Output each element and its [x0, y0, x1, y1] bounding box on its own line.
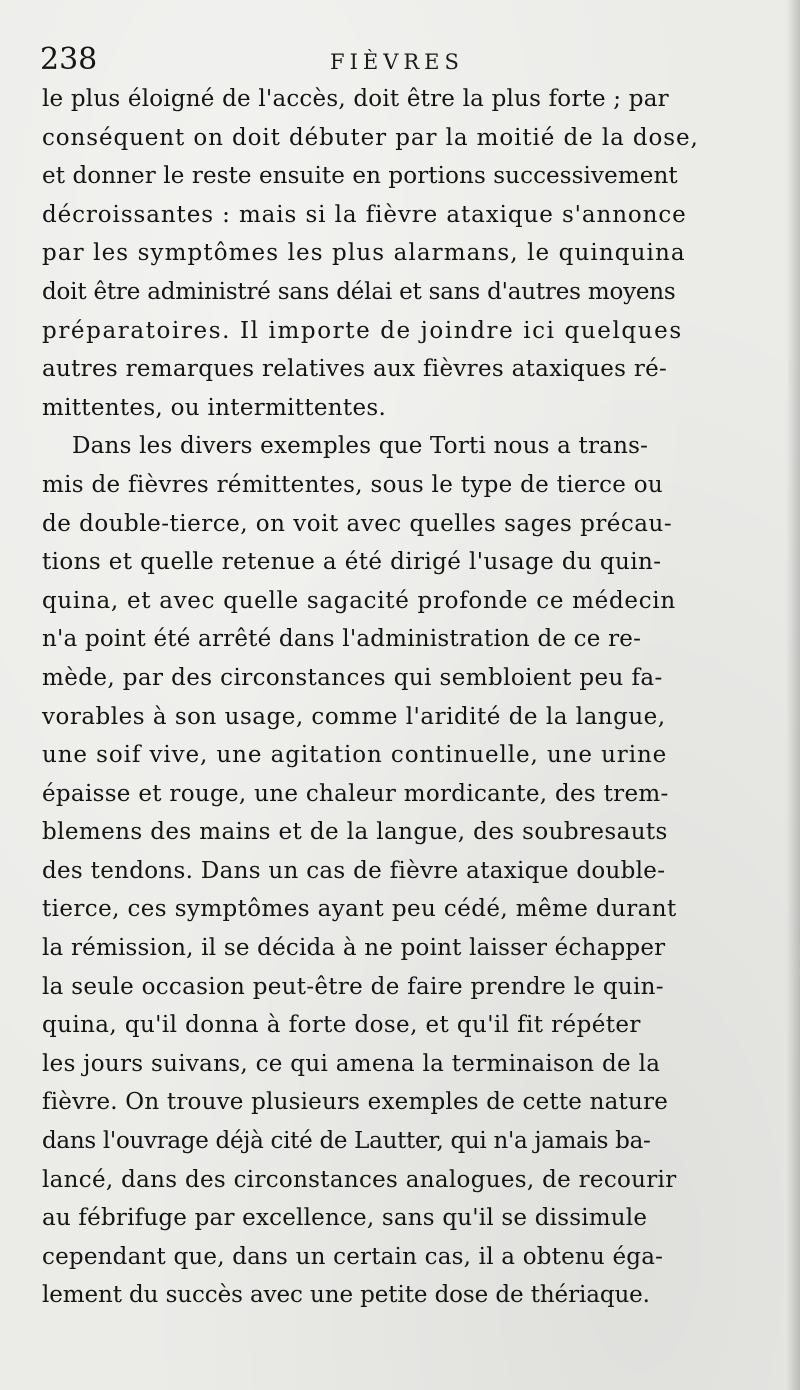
text-line: des tendons. Dans un cas de fièvre ataxique double- — [42, 857, 666, 884]
text-line: par les symptômes les plus alarmans, le quinquina — [42, 240, 686, 267]
text-line: et donner le reste ensuite en portions successivement — [42, 163, 678, 190]
text-line: mis de fièvres rémittentes, sous le type de tierce ou — [42, 471, 664, 498]
text-line: autres remarques relatives aux fièvres ataxiques ré- — [42, 356, 668, 383]
text-line: au fébrifuge par excellence, sans qu'il se dissimule — [42, 1205, 648, 1232]
text-line: quina, et avec quelle sagacité profonde ce médecin — [42, 587, 676, 614]
text-line: tierce, ces symptômes ayant peu cédé, même durant — [42, 896, 677, 923]
text-line: fièvre. On trouve plusieurs exemples de cette nature — [42, 1089, 669, 1116]
text-line: la seule occasion peut-être de faire prendre le quin- — [42, 973, 664, 1000]
body-text — [42, 80, 736, 1315]
text-line: blemens des mains et de la langue, des soubresauts — [42, 819, 668, 846]
text-line: une soif vive, une agitation continuelle, une urine — [42, 742, 668, 769]
text-line: doit être administré sans délai et sans d'autres moyens — [42, 278, 676, 305]
text-line: lancé, dans des circonstances analogues, de recourir — [42, 1166, 677, 1193]
text-line: quina, qu'il donna à forte dose, et qu'il fit répéter — [42, 1012, 641, 1039]
text-line: mittentes, ou intermittentes. — [42, 394, 387, 421]
text-line: le plus éloigné de l'accès, doit être la plus forte ; par — [42, 86, 669, 112]
text-line: vorables à son usage, comme l'aridité de la langue, — [42, 703, 666, 730]
text-line: lement du succès avec une petite dose de thériaque. — [42, 1282, 650, 1309]
running-head: FIÈVRES — [330, 50, 464, 74]
text-line: la rémission, il se décida à ne point laisser échapper — [42, 935, 666, 962]
text-line: de double-tierce, on voit avec quelles sages précau- — [42, 510, 673, 537]
page-number: 238 — [40, 42, 98, 77]
text-line: cependant que, dans un certain cas, il a obtenu éga- — [42, 1243, 664, 1270]
text-line: préparatoires. Il importe de joindre ici quelques — [42, 317, 683, 344]
text-line: conséquent on doit débuter par la moitié de la dose, — [42, 124, 699, 151]
page-header — [40, 38, 760, 82]
text-line: décroissantes : mais si la fièvre ataxique s'annonce — [42, 201, 687, 228]
text-line: mède, par des circonstances qui sembloient peu fa- — [42, 664, 663, 691]
paragraph-first-line: Dans les divers exemples que Torti nous a trans- — [72, 433, 649, 460]
text-line: n'a point été arrêté dans l'administration de ce re- — [42, 626, 642, 653]
text-line: épaisse et rouge, une chaleur mordicante, des trem- — [42, 780, 669, 807]
text-line: tions et quelle retenue a été dirigé l'usage du quin- — [42, 549, 662, 576]
page-spine-shadow — [786, 0, 800, 1390]
text-line: les jours suivans, ce qui amena la terminaison de la — [42, 1050, 661, 1077]
text-line: dans l'ouvrage déjà cité de Lautter, qui n'a jamais ba- — [42, 1128, 651, 1155]
